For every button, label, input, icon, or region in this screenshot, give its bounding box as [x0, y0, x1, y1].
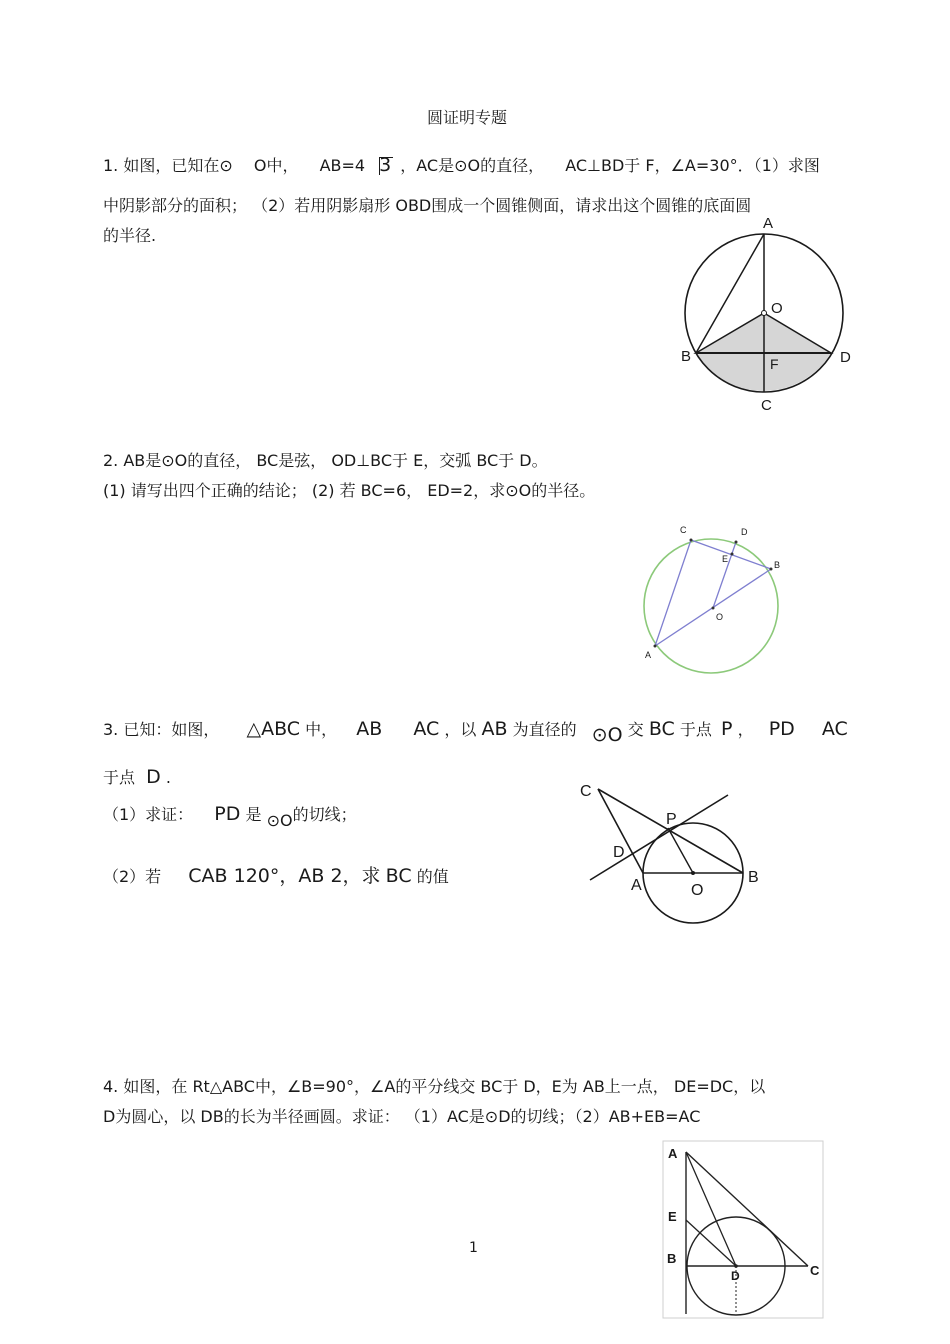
- q3-part2-a: （2）若: [103, 867, 162, 886]
- q2-label-o: O: [716, 612, 724, 622]
- q4-bisector-ad: [686, 1152, 736, 1266]
- sqrt-symbol: [367, 155, 391, 175]
- q3-label-c: C: [580, 783, 592, 800]
- q3-line1: [103, 718, 848, 746]
- q2-chord-ac: [655, 540, 691, 646]
- q3-label-o: O: [691, 882, 704, 899]
- page-title: 圆证明专题: [427, 108, 508, 127]
- q2-point-a: [654, 645, 657, 648]
- q1-text-f: AC⊥BD于 F，∠A=30°．（1）求图: [565, 156, 820, 175]
- q2-label-d: D: [741, 527, 748, 537]
- q1-text-c: AB=4: [319, 156, 366, 175]
- q2-point-e: [731, 553, 734, 556]
- q3-part1-a: （1）求证：: [103, 805, 194, 824]
- q2-line1: 2. AB是⊙O的直径， BC是弦， OD⊥BC于 E，交弧 BC于 D。: [103, 451, 548, 470]
- q4-hypotenuse-ac: [686, 1152, 808, 1266]
- q4-label-b: B: [667, 1251, 677, 1266]
- q3-text-pd: PD: [768, 718, 795, 740]
- q3-text-period: .: [165, 768, 171, 787]
- q3-text-p: P: [721, 718, 733, 740]
- q1-line3: 的半径.: [103, 226, 157, 245]
- q3-part1-e: 的切线；: [292, 805, 357, 824]
- q3-part2-d: 的值: [416, 867, 449, 886]
- q3-text-ab2: AB: [481, 718, 508, 740]
- q4-figure: [660, 1138, 826, 1320]
- q1-text-e: O的直径，: [467, 156, 545, 175]
- q1-text-d: ，AC是⊙: [400, 156, 468, 175]
- q1-sqrt-value: 3: [379, 154, 392, 176]
- q3-text-h: 为直径的: [512, 720, 577, 739]
- q2-label-a: A: [645, 650, 652, 660]
- q2-point-b: [770, 568, 773, 571]
- q4-label-c: C: [810, 1263, 820, 1278]
- q3-part2-b: CAB 120°，AB 2，求: [188, 865, 381, 887]
- q1-label-a: A: [763, 215, 774, 232]
- q3-part1-shi: 是: [245, 805, 262, 824]
- q3-center-point: [691, 871, 695, 875]
- q3-part1-pd: PD: [214, 803, 241, 825]
- q3-label-p: P: [666, 811, 677, 828]
- q1-label-b: B: [681, 348, 692, 365]
- q2-circle: [644, 539, 781, 673]
- q3-text-f: ，以: [444, 720, 477, 739]
- q3-text-j: 交: [627, 720, 644, 739]
- q2-point-c: [690, 539, 693, 542]
- q3-circle-o: ⊙O: [591, 724, 623, 746]
- q2-point-o: [712, 607, 715, 610]
- q4-label-a: A: [668, 1146, 678, 1161]
- q1-center-point: [762, 311, 767, 316]
- q4-label-e: E: [668, 1209, 677, 1224]
- q1-label-c: C: [761, 397, 772, 414]
- q3-text-c: 中，: [305, 720, 338, 739]
- q3-label-b: B: [748, 869, 759, 886]
- q3-triangle-abc: △ABC: [246, 718, 301, 740]
- q2-line2: (1) 请写出四个正确的结论； (2) 若 BC=6， ED=2，求⊙O的半径。: [103, 481, 596, 500]
- q3-label-d: D: [613, 844, 625, 861]
- q4-line2: D为圆心，以 DB的长为半径画圆。求证： （1）AC是⊙D的切线；（2）AB+EB=AC: [103, 1107, 701, 1126]
- q3-text-ac2: AC: [821, 718, 848, 740]
- q2-label-e: E: [722, 554, 729, 564]
- q2-point-d: [735, 541, 738, 544]
- q2-label-c: C: [680, 525, 687, 535]
- q3-part2: [103, 865, 449, 888]
- q4-label-d: D: [731, 1269, 740, 1283]
- q3-text-yudian: 于点: [103, 768, 136, 787]
- q1-figure: [670, 210, 870, 420]
- q1-label-f: F: [770, 356, 779, 372]
- q3-part1: [103, 803, 357, 830]
- q4-line1: 4. 如图，在 Rt△ABC中，∠B=90°，∠A的平分线交 BC于 D，E为 AB上一点， DE=DC，以: [103, 1077, 766, 1096]
- page-number: 1: [469, 1240, 478, 1256]
- q2-figure: [635, 518, 795, 688]
- q1-label-d: D: [840, 349, 851, 366]
- q1-label-o: O: [771, 300, 783, 317]
- q3-text-a: 3. 已知：如图，: [103, 720, 220, 739]
- q3-text-d: D: [146, 766, 161, 788]
- q3-text-ab: AB: [356, 718, 383, 740]
- q3-line2: [103, 766, 171, 789]
- q4-center-point: [734, 1264, 738, 1268]
- q1-line1: [103, 155, 820, 176]
- q2-label-b: B: [774, 560, 781, 570]
- q1-line2: 中阴影部分的面积； （2）若用阴影扇形 OBD围成一个圆锥侧面，请求出这个圆锥的底面圆: [103, 196, 752, 215]
- q4-figure-frame: [663, 1141, 823, 1318]
- q3-part1-circle-o: ⊙O: [266, 811, 293, 830]
- q3-text-ac: AC: [413, 718, 440, 740]
- q3-text-l: 于点: [679, 720, 712, 739]
- q1-text-b: O中，: [253, 156, 299, 175]
- q3-text-bc: BC: [648, 718, 675, 740]
- q3-part2-bc: BC: [385, 865, 412, 887]
- q3-text-n: ，: [737, 720, 754, 739]
- q1-text-a: 1. 如图，已知在⊙: [103, 156, 233, 175]
- q3-tangent-line: [590, 795, 728, 880]
- q3-segment-op: [668, 828, 693, 873]
- q3-figure: [572, 776, 772, 926]
- q3-label-a: A: [631, 877, 642, 894]
